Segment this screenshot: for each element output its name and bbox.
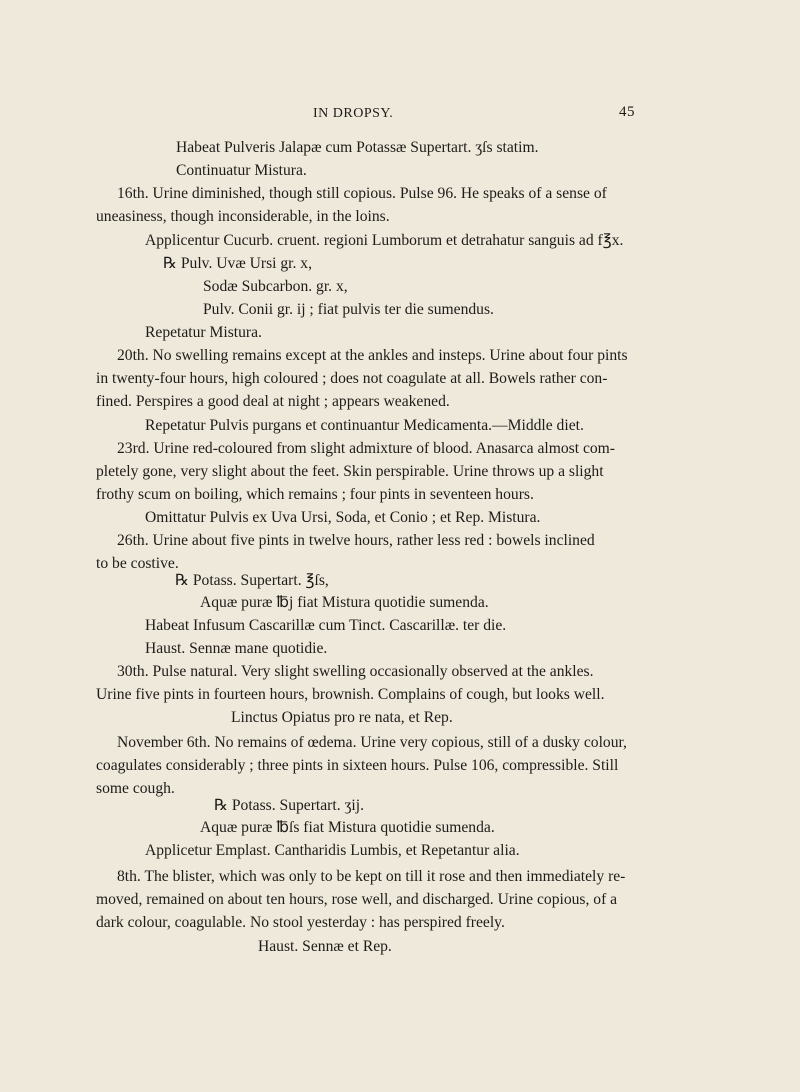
entry-23rd-start: 23rd. Urine red-coloured from slight admixture of blood. Anasarca almost com- (117, 440, 615, 457)
prescription-line: Continuatur Mistura. (176, 162, 307, 179)
entry-20th-line: in twenty-four hours, high coloured ; does not coagulate at all. Bowels rather con- (96, 370, 608, 387)
prescription-line: Repetatur Mistura. (145, 324, 262, 341)
prescription-line: Applicentur Cucurb. cruent. regioni Lumborum et detrahatur sanguis ad f℥x. (145, 232, 624, 249)
recipe-line: Aquæ puræ ℔j fiat Mistura quotidie sumenda. (200, 594, 489, 611)
page-number: 45 (619, 104, 635, 120)
entry-26th-line: to be costive. (96, 555, 179, 572)
entry-nov-6th-line: some cough. (96, 780, 175, 797)
entry-23rd-line: frothy scum on boiling, which remains ; four pints in seventeen hours. (96, 486, 534, 503)
page-header (95, 104, 635, 128)
prescription-line: Linctus Opiatus pro re nata, et Rep. (231, 709, 453, 726)
recipe-line: Sodæ Subcarbon. gr. x, (203, 278, 348, 295)
recipe-line: ℞ Potass. Supertart. ℥ſs, (175, 572, 329, 589)
prescription-line: Haust. Sennæ mane quotidie. (145, 640, 328, 657)
entry-8th-line: dark colour, coagulable. No stool yesterday : has perspired freely. (96, 914, 505, 931)
entry-20th-line: fined. Perspires a good deal at night ; appears weakened. (96, 393, 450, 410)
prescription-line: Haust. Sennæ et Rep. (258, 938, 392, 955)
prescription-line: Omittatur Pulvis ex Uva Ursi, Soda, et Conio ; et Rep. Mistura. (145, 509, 541, 526)
entry-26th-start: 26th. Urine about five pints in twelve hours, rather less red : bowels inclined (117, 532, 595, 549)
entry-16th-line: uneasiness, though inconsiderable, in the loins. (96, 208, 390, 225)
entry-30th-line: Urine five pints in fourteen hours, brownish. Complains of cough, but looks well. (96, 686, 605, 703)
prescription-line: Applicetur Emplast. Cantharidis Lumbis, et Repetantur alia. (145, 842, 520, 859)
recipe-line: ℞ Pulv. Uvæ Ursi gr. x, (163, 255, 312, 272)
entry-nov-6th-start: November 6th. No remains of œdema. Urine very copious, still of a dusky colour, (117, 734, 627, 751)
entry-nov-6th-line: coagulates considerably ; three pints in sixteen hours. Pulse 106, compressible. Still (96, 757, 619, 774)
entry-8th-start: 8th. The blister, which was only to be kept on till it rose and then immediately re- (117, 868, 626, 885)
running-head: IN DROPSY. (313, 106, 394, 121)
prescription-line: Repetatur Pulvis purgans et continuantur Medicamenta.—Middle diet. (145, 417, 584, 434)
entry-8th-line: moved, remained on about ten hours, rose well, and discharged. Urine copious, of a (96, 891, 618, 908)
entry-16th-start: 16th. Urine diminished, though still copious. Pulse 96. He speaks of a sense of (117, 185, 607, 202)
entry-30th-start: 30th. Pulse natural. Very slight swelling occasionally observed at the ankles. (117, 663, 594, 680)
recipe-line: ℞ Potass. Supertart. ʒij. (214, 797, 364, 814)
entry-23rd-line: pletely gone, very slight about the feet. Skin perspirable. Urine throws up a slight (96, 463, 604, 480)
prescription-line: Habeat Pulveris Jalapæ cum Potassæ Supertart. ʒſs statim. (176, 139, 539, 156)
recipe-line: Aquæ puræ ℔ſs fiat Mistura quotidie sumenda. (200, 819, 495, 836)
prescription-line: Habeat Infusum Cascarillæ cum Tinct. Cascarillæ. ter die. (145, 617, 507, 634)
entry-20th-start: 20th. No swelling remains except at the ankles and insteps. Urine about four pints (117, 347, 628, 364)
recipe-line: Pulv. Conii gr. ij ; fiat pulvis ter die sumendus. (203, 301, 494, 318)
